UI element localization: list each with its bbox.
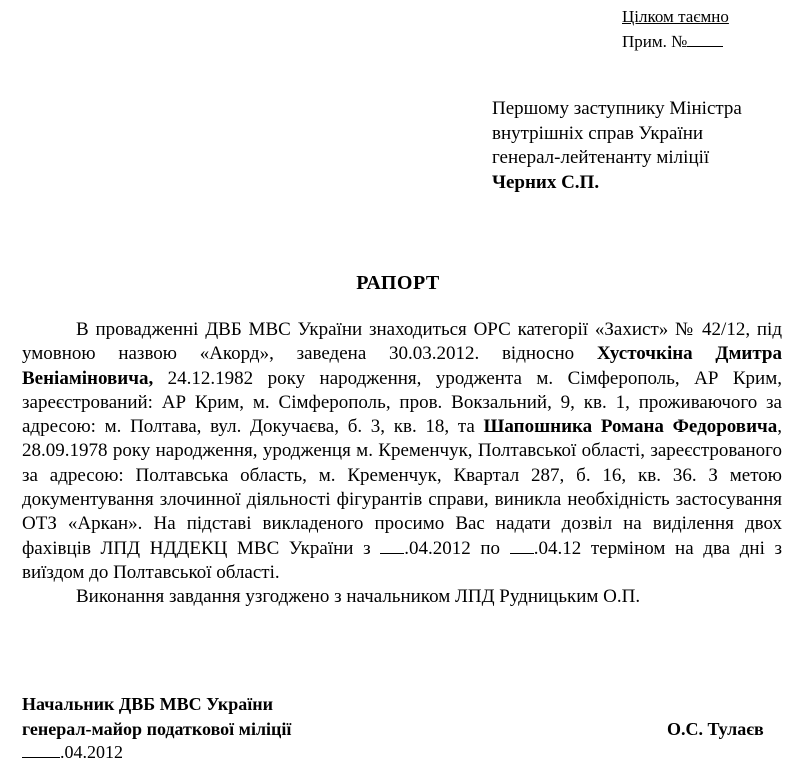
subject-name-2: Шапошника Романа Федоровича	[483, 416, 778, 438]
addressee-line: генерал-лейтенанту міліції	[492, 147, 710, 168]
signatory-position-line: генерал-майор податкової міліції	[22, 718, 292, 739]
copy-number-blank	[687, 31, 723, 47]
body-text-segment: В провадженні ДВБ МВС України знаходиться ОРС категорії «Захист» № 42/12, під умовною назвою «Акорд», заведена 30.03.2012. відносно	[22, 319, 782, 365]
body-paragraph-2: Виконання завдання узгоджено з начальником ЛПД Рудницьким О.П.	[76, 586, 641, 608]
addressee-line: Першому заступнику Міністра	[492, 98, 742, 119]
body-paragraph-1	[22, 318, 782, 585]
signatory-name: О.С. Тулаєв	[667, 719, 764, 739]
body-text-segment: .04.12 терміном на два дні з виїздом до Полтавської області.	[22, 537, 783, 583]
signature-date-text: .04.2012	[60, 742, 123, 762]
signature-date	[22, 741, 123, 763]
document-title: РАПОРТ	[356, 272, 440, 294]
copy-number	[622, 31, 723, 52]
signatory-position	[22, 692, 291, 741]
date-blank	[510, 539, 534, 554]
classification-stamp: Цілком таємно	[622, 7, 729, 26]
addressee-name: Черних С.П.	[492, 171, 600, 193]
signature-date-blank	[22, 743, 60, 758]
body-text-segment: .04.2012 по	[404, 537, 510, 559]
copy-number-label: Прим. №	[622, 32, 688, 51]
body-text-segment: 24.12.1982 року народження, уроджента м. Сімферополь, АР Крим, зареєстрований: АР Крим, м. Сімферополь, пров. Вокзальний, 9, кв. 1, проживаючого за адресою: м. Полтава, вул. Докучаєва, б. 3, кв. 18, та	[22, 367, 782, 438]
signatory-position-line: Начальник ДВБ МВС України	[22, 694, 273, 714]
body-text-segment: , 28.09.1978 року народження, уродженця м. Кременчук, Полтавської області, зареєстрованого за адресою: Полтавська область, м. Кременчук, Квартал 287, б. 16, кв. 36. З метою документування злочинної діяльності фігурантів справи, виникла необхідність застосування ОТЗ «Аркан». На підставі викладеного просимо Вас надати дозвіл на виділення двох фахівців ЛПД НДДЕКЦ МВС України з	[22, 416, 782, 559]
subject-name-1: Хусточкіна Дмитра Веніаміновича,	[22, 343, 783, 389]
report-body	[22, 318, 782, 610]
date-blank	[380, 539, 404, 554]
addressee-block	[492, 97, 742, 195]
addressee-line: внутрішніх справ України	[492, 122, 704, 144]
